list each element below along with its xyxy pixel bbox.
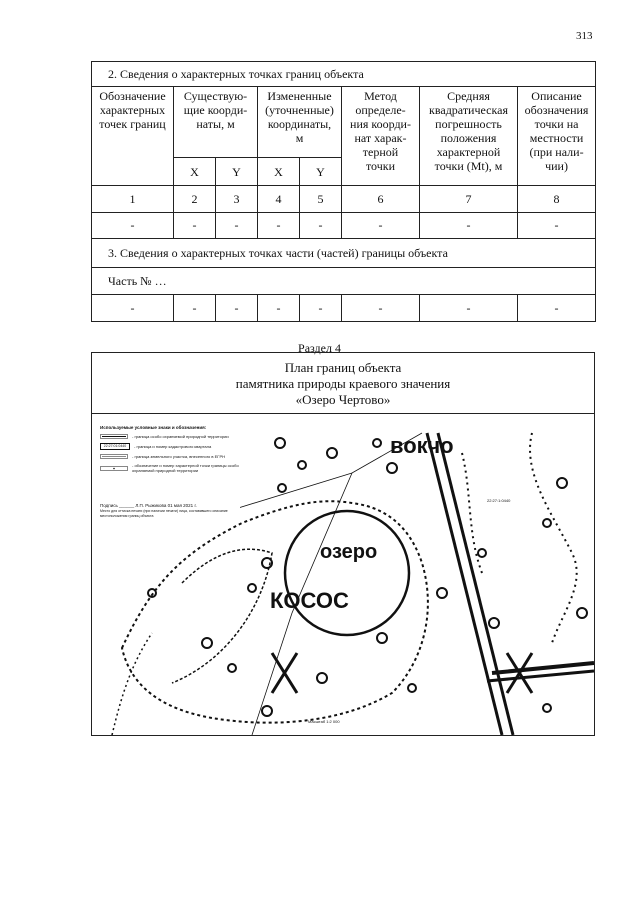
boundary-line-icon (100, 434, 128, 439)
header-y: Y (216, 158, 258, 186)
header-designation: Обозначение характерных точек границ (92, 87, 174, 186)
point-marker-icon (100, 466, 128, 471)
page-number: 313 (576, 30, 593, 42)
table-cell: - (216, 212, 258, 238)
header-method: Метод определе- ния коорди- нат харак- терной точки (342, 87, 420, 186)
table-cell: - (518, 212, 596, 238)
boundary-plan (91, 352, 595, 736)
table-cell: - (420, 212, 518, 238)
header-description: Описание обозначения точки на местности (при нали- чии) (518, 87, 596, 186)
table-cell: - (342, 294, 420, 321)
plan-title (92, 353, 594, 414)
table-cell: - (420, 294, 518, 321)
map-label: вокчо (390, 433, 454, 458)
table-cell: - (300, 212, 342, 238)
section-title: Раздел 4 (298, 341, 341, 355)
part-label: Часть № … (92, 268, 596, 294)
map-scale: Масштаб 1:2 000 (308, 719, 340, 724)
map-image (92, 413, 594, 735)
column-number: 8 (518, 186, 596, 212)
plan-title-line: памятника природы краевого значения (235, 376, 451, 391)
section3-title: 3. Сведения о характерных точках части (частей) границы объекта (92, 239, 596, 268)
column-number: 7 (420, 186, 518, 212)
table-cell: - (92, 212, 174, 238)
column-number: 6 (342, 186, 420, 212)
map-label: КОСОС (270, 588, 349, 613)
section2-title: 2. Сведения о характерных точках границ объекта (92, 62, 596, 87)
legend-item (100, 434, 240, 439)
table-cell: - (258, 212, 300, 238)
column-number: 1 (92, 186, 174, 212)
signature-line: Подпись ______ Л.П. Рыжикова 01 мая 2021 г. (100, 503, 197, 508)
cadastral-code: 22:27:01:0440 (100, 443, 130, 450)
table-cell: - (92, 294, 174, 321)
table-cell: - (174, 212, 216, 238)
legend-item (100, 443, 240, 450)
map-legend (100, 425, 240, 517)
table-cell: - (216, 294, 258, 321)
legend-title: Используемые условные знаки и обозначения: (100, 425, 207, 430)
header-existing-coords: Существую- щие коорди- наты, м (174, 87, 258, 158)
table-cell: - (518, 294, 596, 321)
map-label: озеро (320, 541, 378, 563)
column-number: 4 (258, 186, 300, 212)
header-x: X (258, 158, 300, 186)
legend-item-label: - граница земельного участка, внесенного в ЕГРН (132, 454, 226, 459)
legend-item (100, 463, 240, 473)
parcel-line-icon (100, 454, 128, 459)
header-changed-coords: Измененные (уточненные) координаты, м (258, 87, 342, 158)
header-y: Y (300, 158, 342, 186)
table-cell: - (300, 294, 342, 321)
table-cell: - (342, 212, 420, 238)
cadastral-label: 22:27:1:0440 (487, 498, 511, 503)
legend-item-label: - граница особо охраняемой природной территории (132, 434, 229, 439)
header-error: Средняя квадратическая погрешность положения характерной точки (Mt), м (420, 87, 518, 186)
header-x: X (174, 158, 216, 186)
characteristic-points-table (91, 61, 596, 322)
signature-note: Место для оттиска печати (при наличии печати) лица, составившего описание местоположения границ объекта (100, 509, 228, 518)
plan-title-line: План границ объекта (284, 360, 402, 375)
table-cell: - (258, 294, 300, 321)
column-number: 5 (300, 186, 342, 212)
legend-item-label: - граница и номер кадастрового квартала (134, 444, 212, 449)
legend-item-label: - обозначение и номер характерной точки границы особо охраняемой природной территории (132, 463, 239, 473)
legend-item (100, 454, 240, 459)
table-cell: - (174, 294, 216, 321)
column-number: 2 (174, 186, 216, 212)
plan-title-line: «Озеро Чертово» (295, 392, 391, 407)
column-number: 3 (216, 186, 258, 212)
